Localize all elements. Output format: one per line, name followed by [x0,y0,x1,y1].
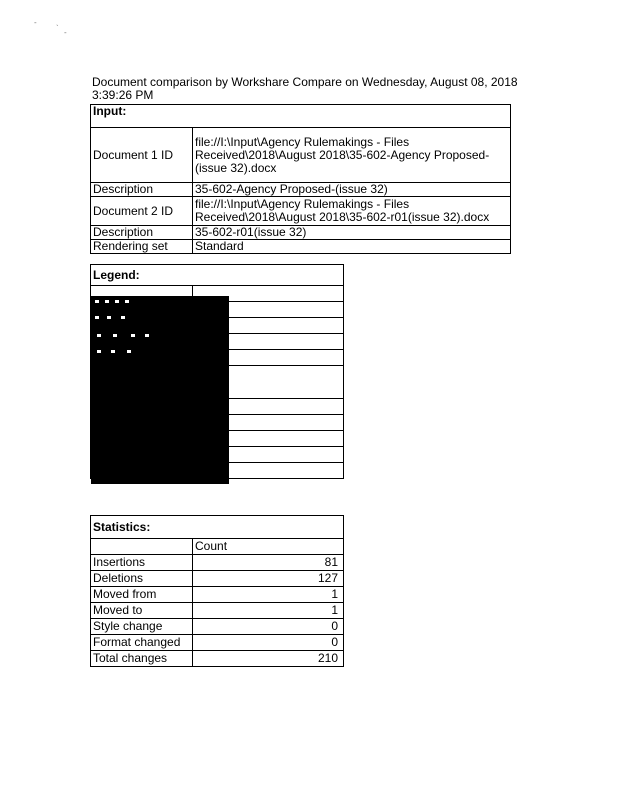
description-1-label: Description [91,183,193,197]
legend-heading: Legend: [91,265,344,286]
description-2-value: 35-602-r01(issue 32) [193,226,511,240]
input-heading: Input: [91,105,511,128]
table-row [91,619,344,635]
insertions-count: 81 [193,555,344,571]
total-changes-label: Total changes [91,651,193,667]
style-change-label: Style change [91,619,193,635]
count-column-header: Count [193,539,344,555]
table-row [91,651,344,667]
document-2-id-value: file://I:\Input\Agency Rulemakings - Files Received\2018\August 2018\35-602-r01(issue 32).docx [193,197,511,226]
insertions-label: Insertions [91,555,193,571]
document-1-id-label: Document 1 ID [91,128,193,183]
rendering-set-value: Standard [193,240,511,254]
table-row [91,197,511,226]
document-2-id-label: Document 2 ID [91,197,193,226]
format-changed-count: 0 [193,635,344,651]
moved-from-label: Moved from [91,587,193,603]
total-changes-count: 210 [193,651,344,667]
table-row [91,555,344,571]
input-heading-row [91,105,511,128]
input-table [90,104,511,254]
scan-speck: - [34,18,37,27]
scan-speck: - [64,28,67,37]
moved-from-count: 1 [193,587,344,603]
statistics-heading: Statistics: [91,516,344,539]
comparison-header: Document comparison by Workshare Compare on Wednesday, August 08, 2018 3:39:26 PM [92,75,518,102]
scan-speck: ` [56,24,59,33]
table-row [91,128,511,183]
table-row [91,587,344,603]
table-row [91,571,344,587]
legend-heading-row [91,265,344,286]
table-row [91,226,511,240]
description-2-label: Description [91,226,193,240]
statistics-heading-row [91,516,344,539]
table-row [91,635,344,651]
moved-to-count: 1 [193,603,344,619]
style-change-count: 0 [193,619,344,635]
redaction-block [91,296,229,484]
deletions-label: Deletions [91,571,193,587]
statistics-table [90,515,344,667]
statistics-blank-cell [91,539,193,555]
document-1-id-value: file://I:\Input\Agency Rulemakings - Files Received\2018\August 2018\35-602-Agency Proposed-(issue 32).docx [193,128,511,183]
table-row [91,603,344,619]
deletions-count: 127 [193,571,344,587]
table-row [91,539,344,555]
table-row [91,183,511,197]
table-row [91,240,511,254]
format-changed-label: Format changed [91,635,193,651]
description-1-value: 35-602-Agency Proposed-(issue 32) [193,183,511,197]
rendering-set-label: Rendering set [91,240,193,254]
moved-to-label: Moved to [91,603,193,619]
